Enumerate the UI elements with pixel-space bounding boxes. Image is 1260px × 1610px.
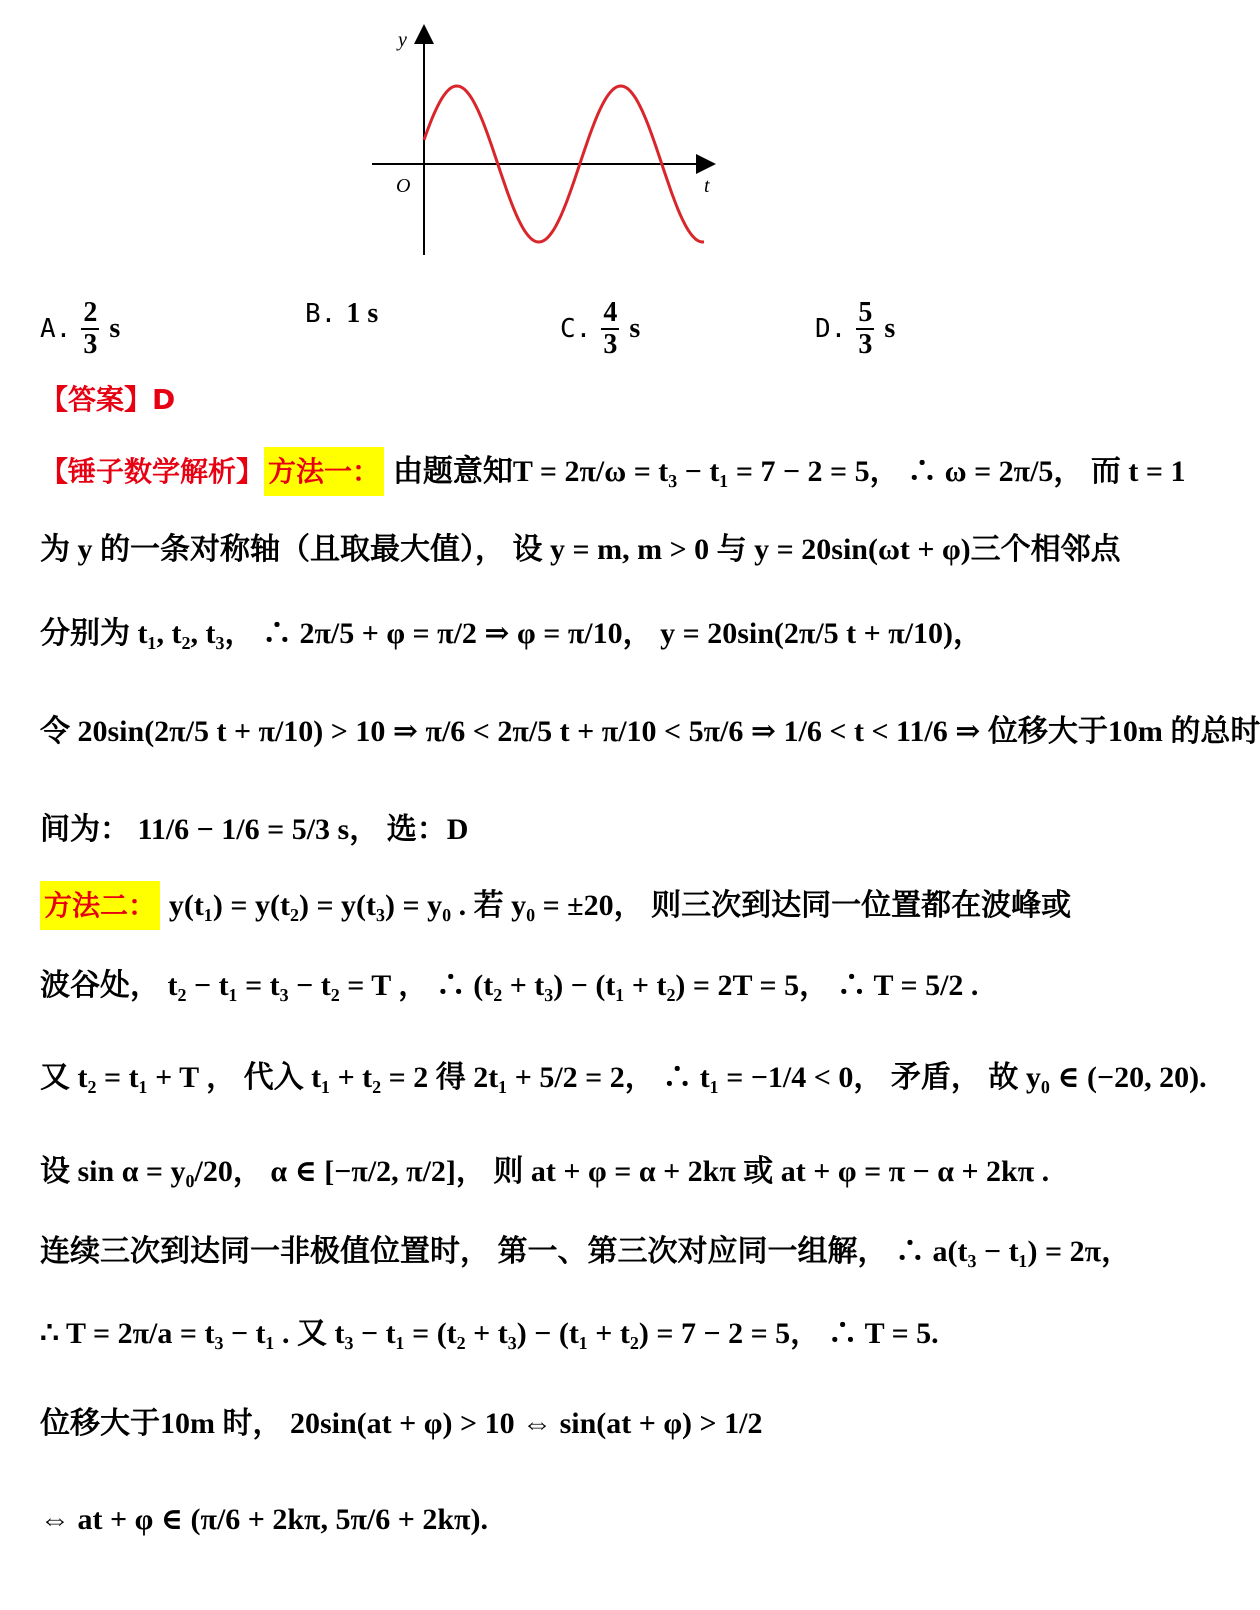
option-c-den: 3 — [603, 329, 618, 360]
answer-line: 【答案】D — [40, 383, 176, 416]
origin-label: O — [396, 175, 411, 197]
option-a — [40, 298, 120, 360]
option-d-den: 3 — [858, 329, 873, 360]
analysis-line-11: ∴ T = 2π/a = t₃ − t₁ . 又 t₃ − t₁ = (t₂ + t₃) − (t₁ + t₂) = 7 − 2 = 5， ∴ T = 5. — [40, 1317, 939, 1350]
analysis-line-12: 位移大于10m 时， 20sin(at + φ) > 10 ⇔ sin(at + φ) > 1/2 — [40, 1407, 763, 1440]
option-a-num: 2 — [83, 297, 98, 328]
method-1-label: 方法一： — [264, 447, 384, 496]
analysis-line-10: 连续三次到达同一非极值位置时， 第一、第三次对应同一组解， ∴ a(t₃ − t₁) = 2π， — [40, 1235, 1132, 1268]
option-c-num: 4 — [603, 297, 618, 328]
analysis-text-6: y(t₁) = y(t₂) = y(t₃) = y₀ . 若 y₀ = ±20， 则三次到达同一位置都在波峰或 — [168, 889, 1072, 922]
option-b-label: B. — [305, 299, 337, 329]
y-axis-label: y — [398, 29, 407, 51]
analysis-line-4: 令 20sin(2π/5 t + π/10) > 10 ⇒ π/6 < 2π/5 t + π/10 < 5π/6 ⇒ 1/6 < t < 11/6 ⇒ 位移大于10m 的总时 — [40, 715, 1260, 748]
analysis-line-9: 设 sin α = y₀/20， α ∈ [−π/2, π/2]， 则 at + φ = α + 2kπ 或 at + φ = π − α + 2kπ . — [40, 1155, 1050, 1188]
option-a-den: 3 — [83, 329, 98, 360]
sine-graph — [360, 20, 740, 270]
option-c-label: C. — [560, 314, 592, 344]
analysis-line-8: 又 t₂ = t₁ + T ， 代入 t₁ + t₂ = 2 得 2t₁ + 5/2 = 2， ∴ t₁ = −1/4 < 0， 矛盾， 故 y₀ ∈ (−20, 20). — [40, 1061, 1207, 1094]
option-c-fraction — [601, 298, 619, 360]
analysis-line-3: 分别为 t₁, t₂, t₃， ∴ 2π/5 + φ = π/2 ⇒ φ = π/10， y = 20sin(2π/5 t + π/10)， — [40, 617, 984, 650]
option-d-label: D. — [815, 314, 847, 344]
option-d-fraction — [856, 298, 874, 360]
analysis-line-6 — [40, 886, 1080, 926]
analysis-line-1 — [40, 452, 1186, 492]
t-axis-label: t — [704, 175, 710, 197]
option-d-unit: s — [884, 313, 896, 344]
analysis-text-1: 由题意知T = 2π/ω = t₃ − t₁ = 7 − 2 = 5， ∴ ω = 2π/5， 而 t = 1 — [392, 455, 1186, 488]
analysis-line-13: ⇔ at + φ ∈ (π/6 + 2kπ, 5π/6 + 2kπ). — [40, 1503, 488, 1536]
analysis-line-5: 间为： 11/6 − 1/6 = 5/3 s， 选：D — [40, 813, 469, 846]
option-a-fraction — [81, 298, 99, 360]
analysis-line-2: 为 y 的一条对称轴（且取最大值）， 设 y = m, m > 0 与 y = 20sin(ωt + φ)三个相邻点 — [40, 533, 1121, 566]
option-a-label: A. — [40, 314, 72, 344]
option-a-unit: s — [109, 313, 121, 344]
analysis-line-7: 波谷处， t₂ − t₁ = t₃ − t₂ = T ， ∴ (t₂ + t₃) − (t₁ + t₂) = 2T = 5， ∴ T = 5/2 . — [40, 969, 979, 1002]
option-c — [560, 298, 640, 360]
option-c-unit: s — [629, 313, 641, 344]
analysis-tag: 【锤子数学解析】 — [40, 455, 265, 488]
option-d-num: 5 — [858, 297, 873, 328]
sine-graph-svg — [360, 20, 740, 270]
option-b-value: 1 s — [346, 298, 379, 329]
method-2-label: 方法二： — [40, 881, 160, 930]
option-d — [815, 298, 895, 360]
option-b — [305, 298, 378, 330]
